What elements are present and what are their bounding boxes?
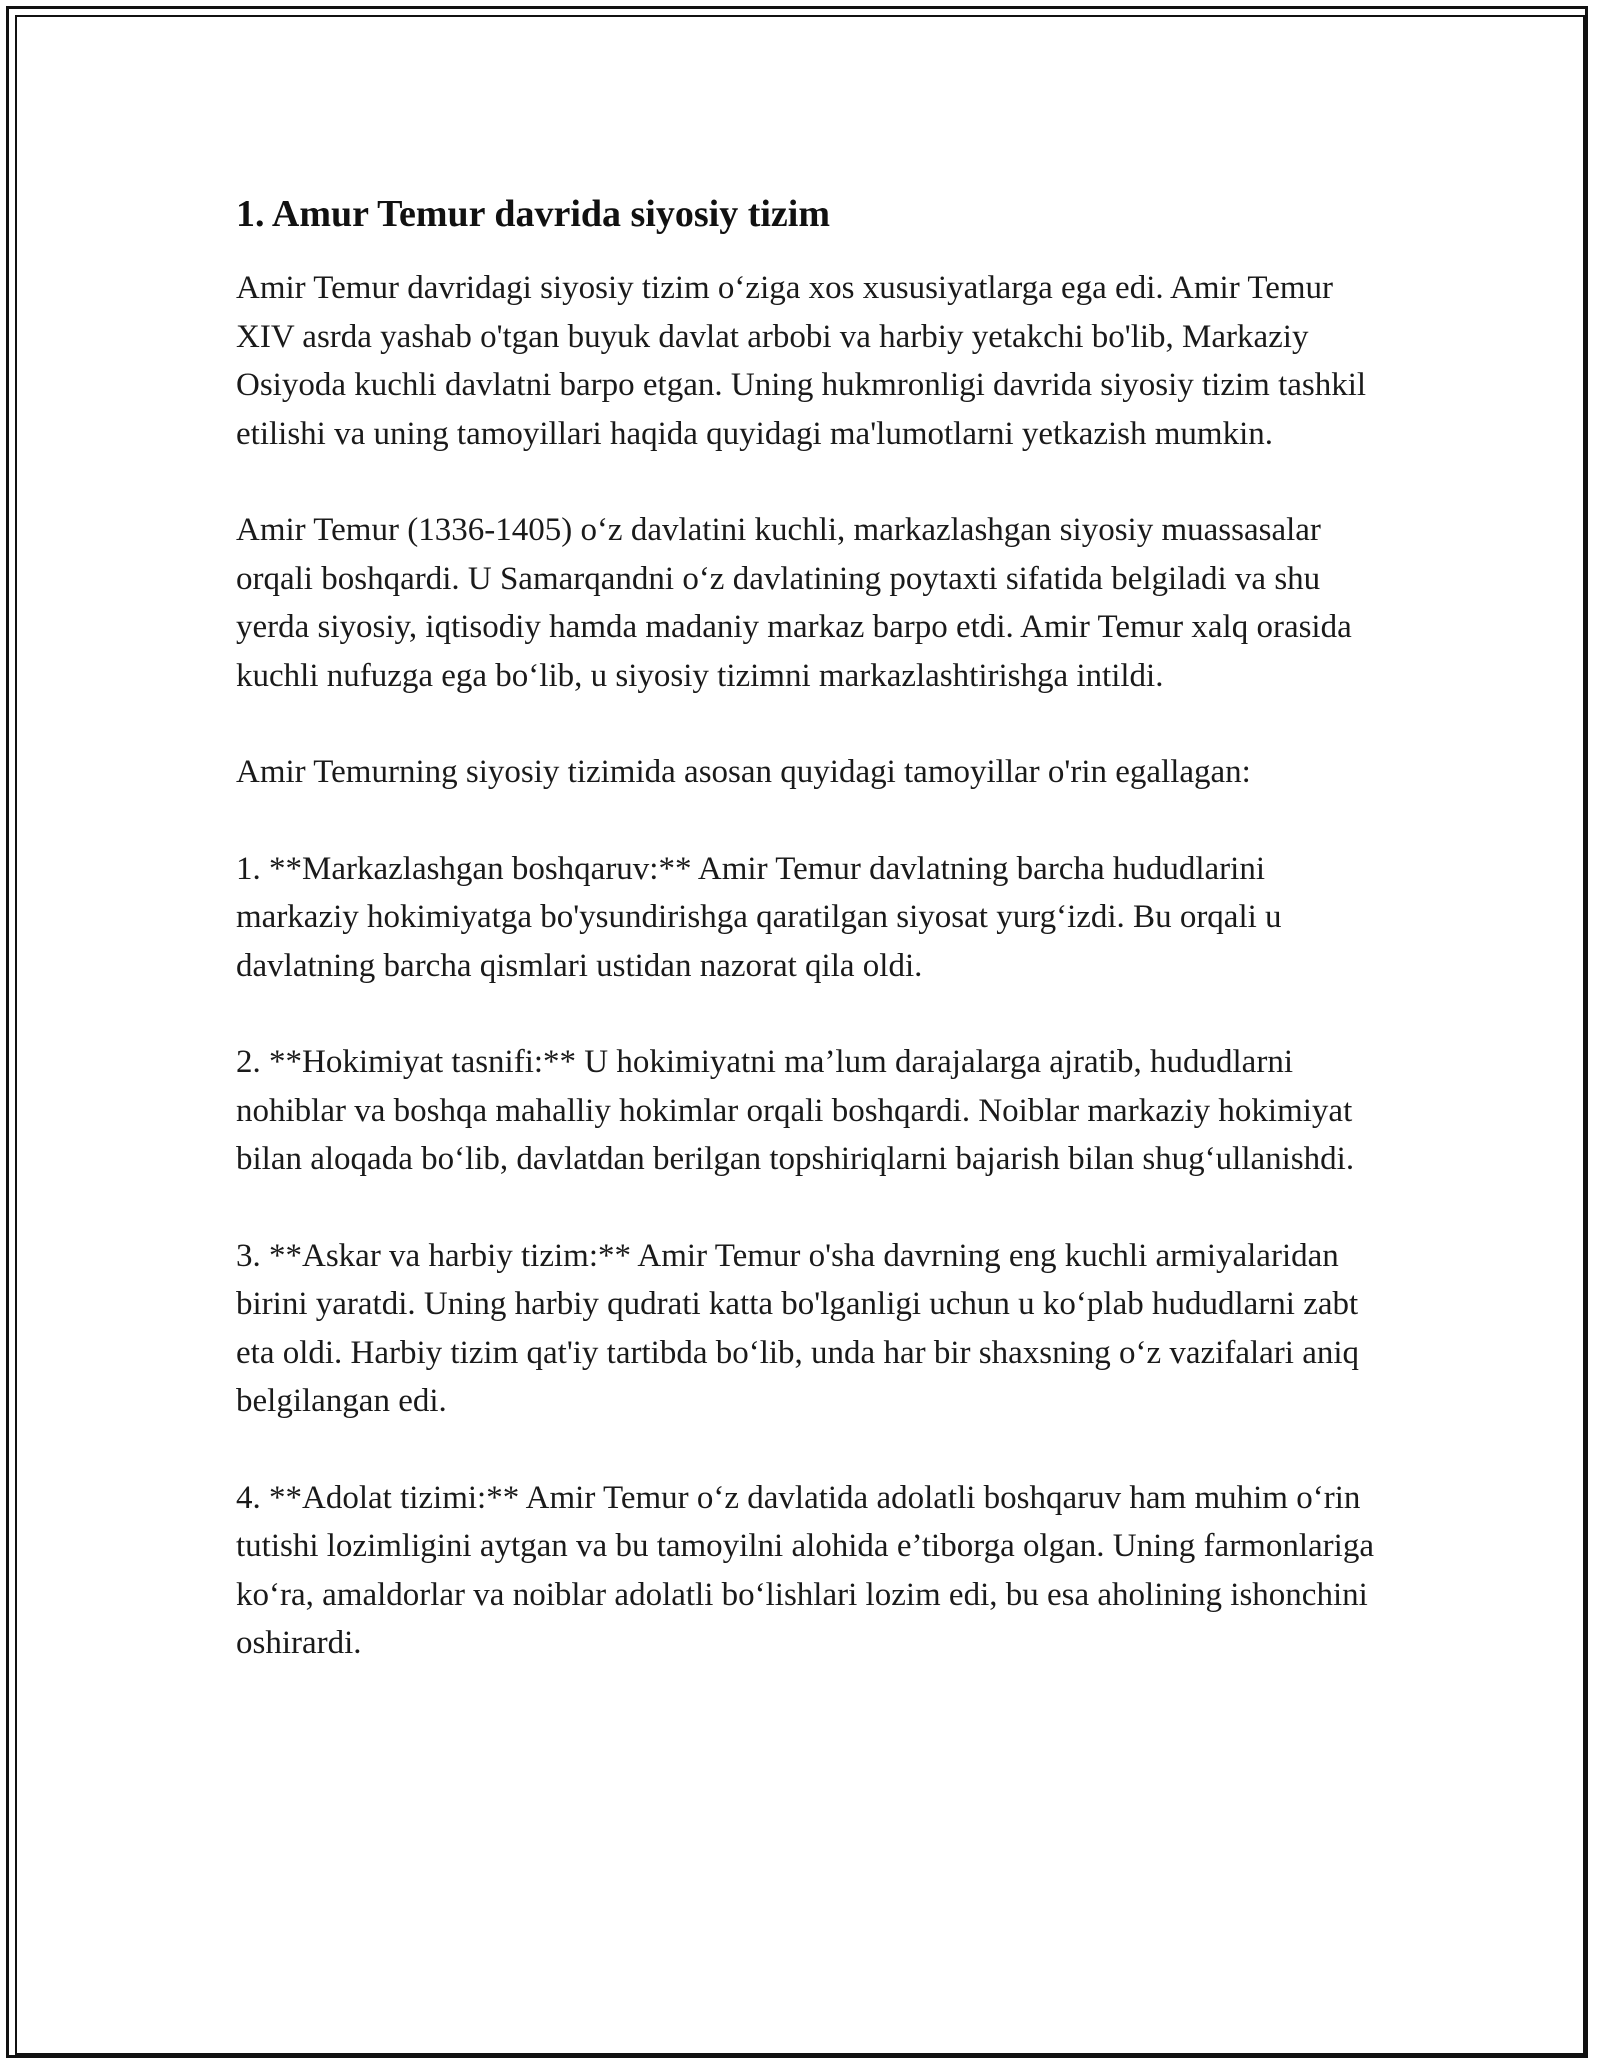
list-item-justice-system: 4. **Adolat tizimi:** Amir Temur o‘z davlatida adolatli boshqaruv ham muhim o‘rin tutishi lozimligini aytgan va bu tamoyilni alohida e’tiborga olgan. Uning farmonlariga ko‘ra, amaldorlar va noiblar adolatli bo‘lishlari lozim edi, bu esa aholining ishonchini oshirardi. (236, 1479, 1374, 1661)
capital-paragraph: Amir Temur (1336-1405) o‘z davlatini kuchli, markazlashgan siyosiy muassasalar orqali boshqardi. U Samarqandni o‘z davlatining poytaxti sifatida belgiladi va shu yerda siyosiy, iqtisodiy hamda madaniy markaz barpo etdi. Amir Temur xalq orasida kuchli nufuzga ega bo‘lib, u siyosiy tizimni markazlashtirishga intildi. (236, 512, 1352, 694)
list-item-military-system: 3. **Askar va harbiy tizim:** Amir Temur o'sha davrning eng kuchli armiyalaridan birini yaratdi. Uning harbiy qudrati katta bo'lganligi uchun u ko‘plab hududlarni zabt eta oldi. Harbiy tizim qat'iy tartibda bo‘lib, unda har bir shaxsning o‘z vazifalari aniq belgilangan edi. (236, 1237, 1360, 1419)
intro-paragraph: Amir Temur davridagi siyosiy tizim o‘ziga xos xususiyatlarga ega edi. Amir Temur XIV asrda yashab o'tgan buyuk davlat arbobi va harbiy yetakchi bo'lib, Markaziy Osiyoda kuchli davlatni barpo etgan. Uning hukmronligi davrida siyosiy tizim tashkil etilishi va uning tamoyillari haqida quyidagi ma'lumotlarni yetkazish mumkin. (236, 270, 1367, 452)
document-title: 1. Amur Temur davrida siyosiy tizim (236, 193, 830, 235)
document-body (236, 186, 1386, 1716)
list-item-power-classification: 2. **Hokimiyat tasnifi:** U hokimiyatni ma’lum darajalarga ajratib, hududlarni nohiblar va boshqa mahalliy hokimlar orqali boshqardi. Noiblar markaziy hokimiyat bilan aloqada bo‘lib, davlatdan berilgan topshiriqlarni bajarish bilan shug‘ullanishdi. (236, 1044, 1355, 1177)
principles-intro-paragraph: Amir Temurning siyosiy tizimida asosan quyidagi tamoyillar o'rin egallagan: (236, 754, 1251, 790)
list-item-centralized-governance: 1. **Markazlashgan boshqaruv:** Amir Temur davlatning barcha hududlarini markaziy hokimiyatga bo'ysundirishga qaratilgan siyosat yurg‘izdi. Bu orqali u davlatning barcha qismlari ustidan nazorat qila oldi. (236, 850, 1282, 984)
